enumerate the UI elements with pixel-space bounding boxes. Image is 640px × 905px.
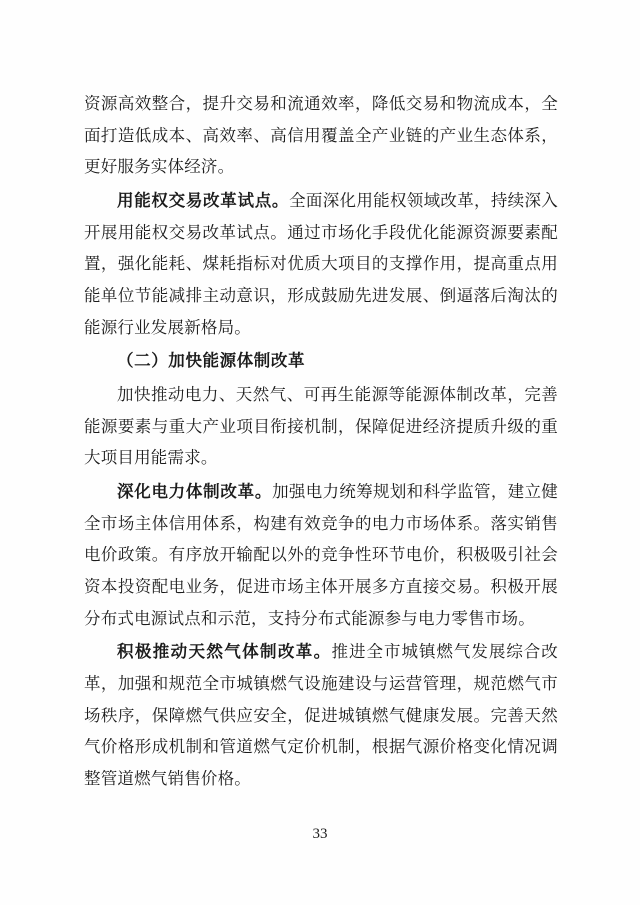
section-heading [84,345,558,377]
paragraph [84,476,558,634]
paragraph-lead: 用能权交易改革试点。 [117,191,290,211]
paragraph-text: 资源高效整合，提升交易和流通效率，降低交易和物流成本，全面打造低成本、高效率、高信用覆盖全产业链的产业生态体系，更好服务实体经济。 [84,94,558,177]
paragraph-lead: 积极推动天然气体制改革。 [117,642,332,662]
paragraph [84,379,558,474]
paragraph [84,88,558,183]
paragraph-text: 全面深化用能权领域改革，持续深入开展用能权交易改革试点。通过市场化手段优化能源资源要素配置，强化能耗、煤耗指标对优质大项目的支撑作用，提高重点用能单位节能减排主动意识，形成鼓励先进发展、倒逼落后淘汰的能源行业发展新格局。 [84,191,559,337]
paragraph-text: 加强电力统筹规划和科学监管，建立健全市场主体信用体系，构建有效竞争的电力市场体系。落实销售电价政策。有序放开输配以外的竞争性环节电价，积极吸引社会资本投资配电业务，促进市场主体开展多方直接交易。积极开展分布式电源试点和示范，支持分布式能源参与电力零售市场。 [84,482,559,628]
page-content [84,88,558,797]
paragraph [84,636,558,794]
paragraph-text: 推进全市城镇燃气发展综合改革，加强和规范全市城镇燃气设施建设与运营管理，规范燃气市场秩序，保障燃气供应安全，促进城镇燃气健康发展。完善天然气价格形成机制和管道燃气定价机制，根据气源价格变化情况调整管道燃气销售价格。 [84,642,558,789]
paragraph-text: 加快推动电力、天然气、可再生能源等能源体制改革，完善能源要素与重大产业项目衔接机制，保障促进经济提质升级的重大项目用能需求。 [84,385,558,468]
section-heading-text: （二）加快能源体制改革 [117,351,306,371]
paragraph [84,185,558,343]
page-number: 33 [312,826,328,842]
paragraph-lead: 深化电力体制改革。 [117,482,273,502]
